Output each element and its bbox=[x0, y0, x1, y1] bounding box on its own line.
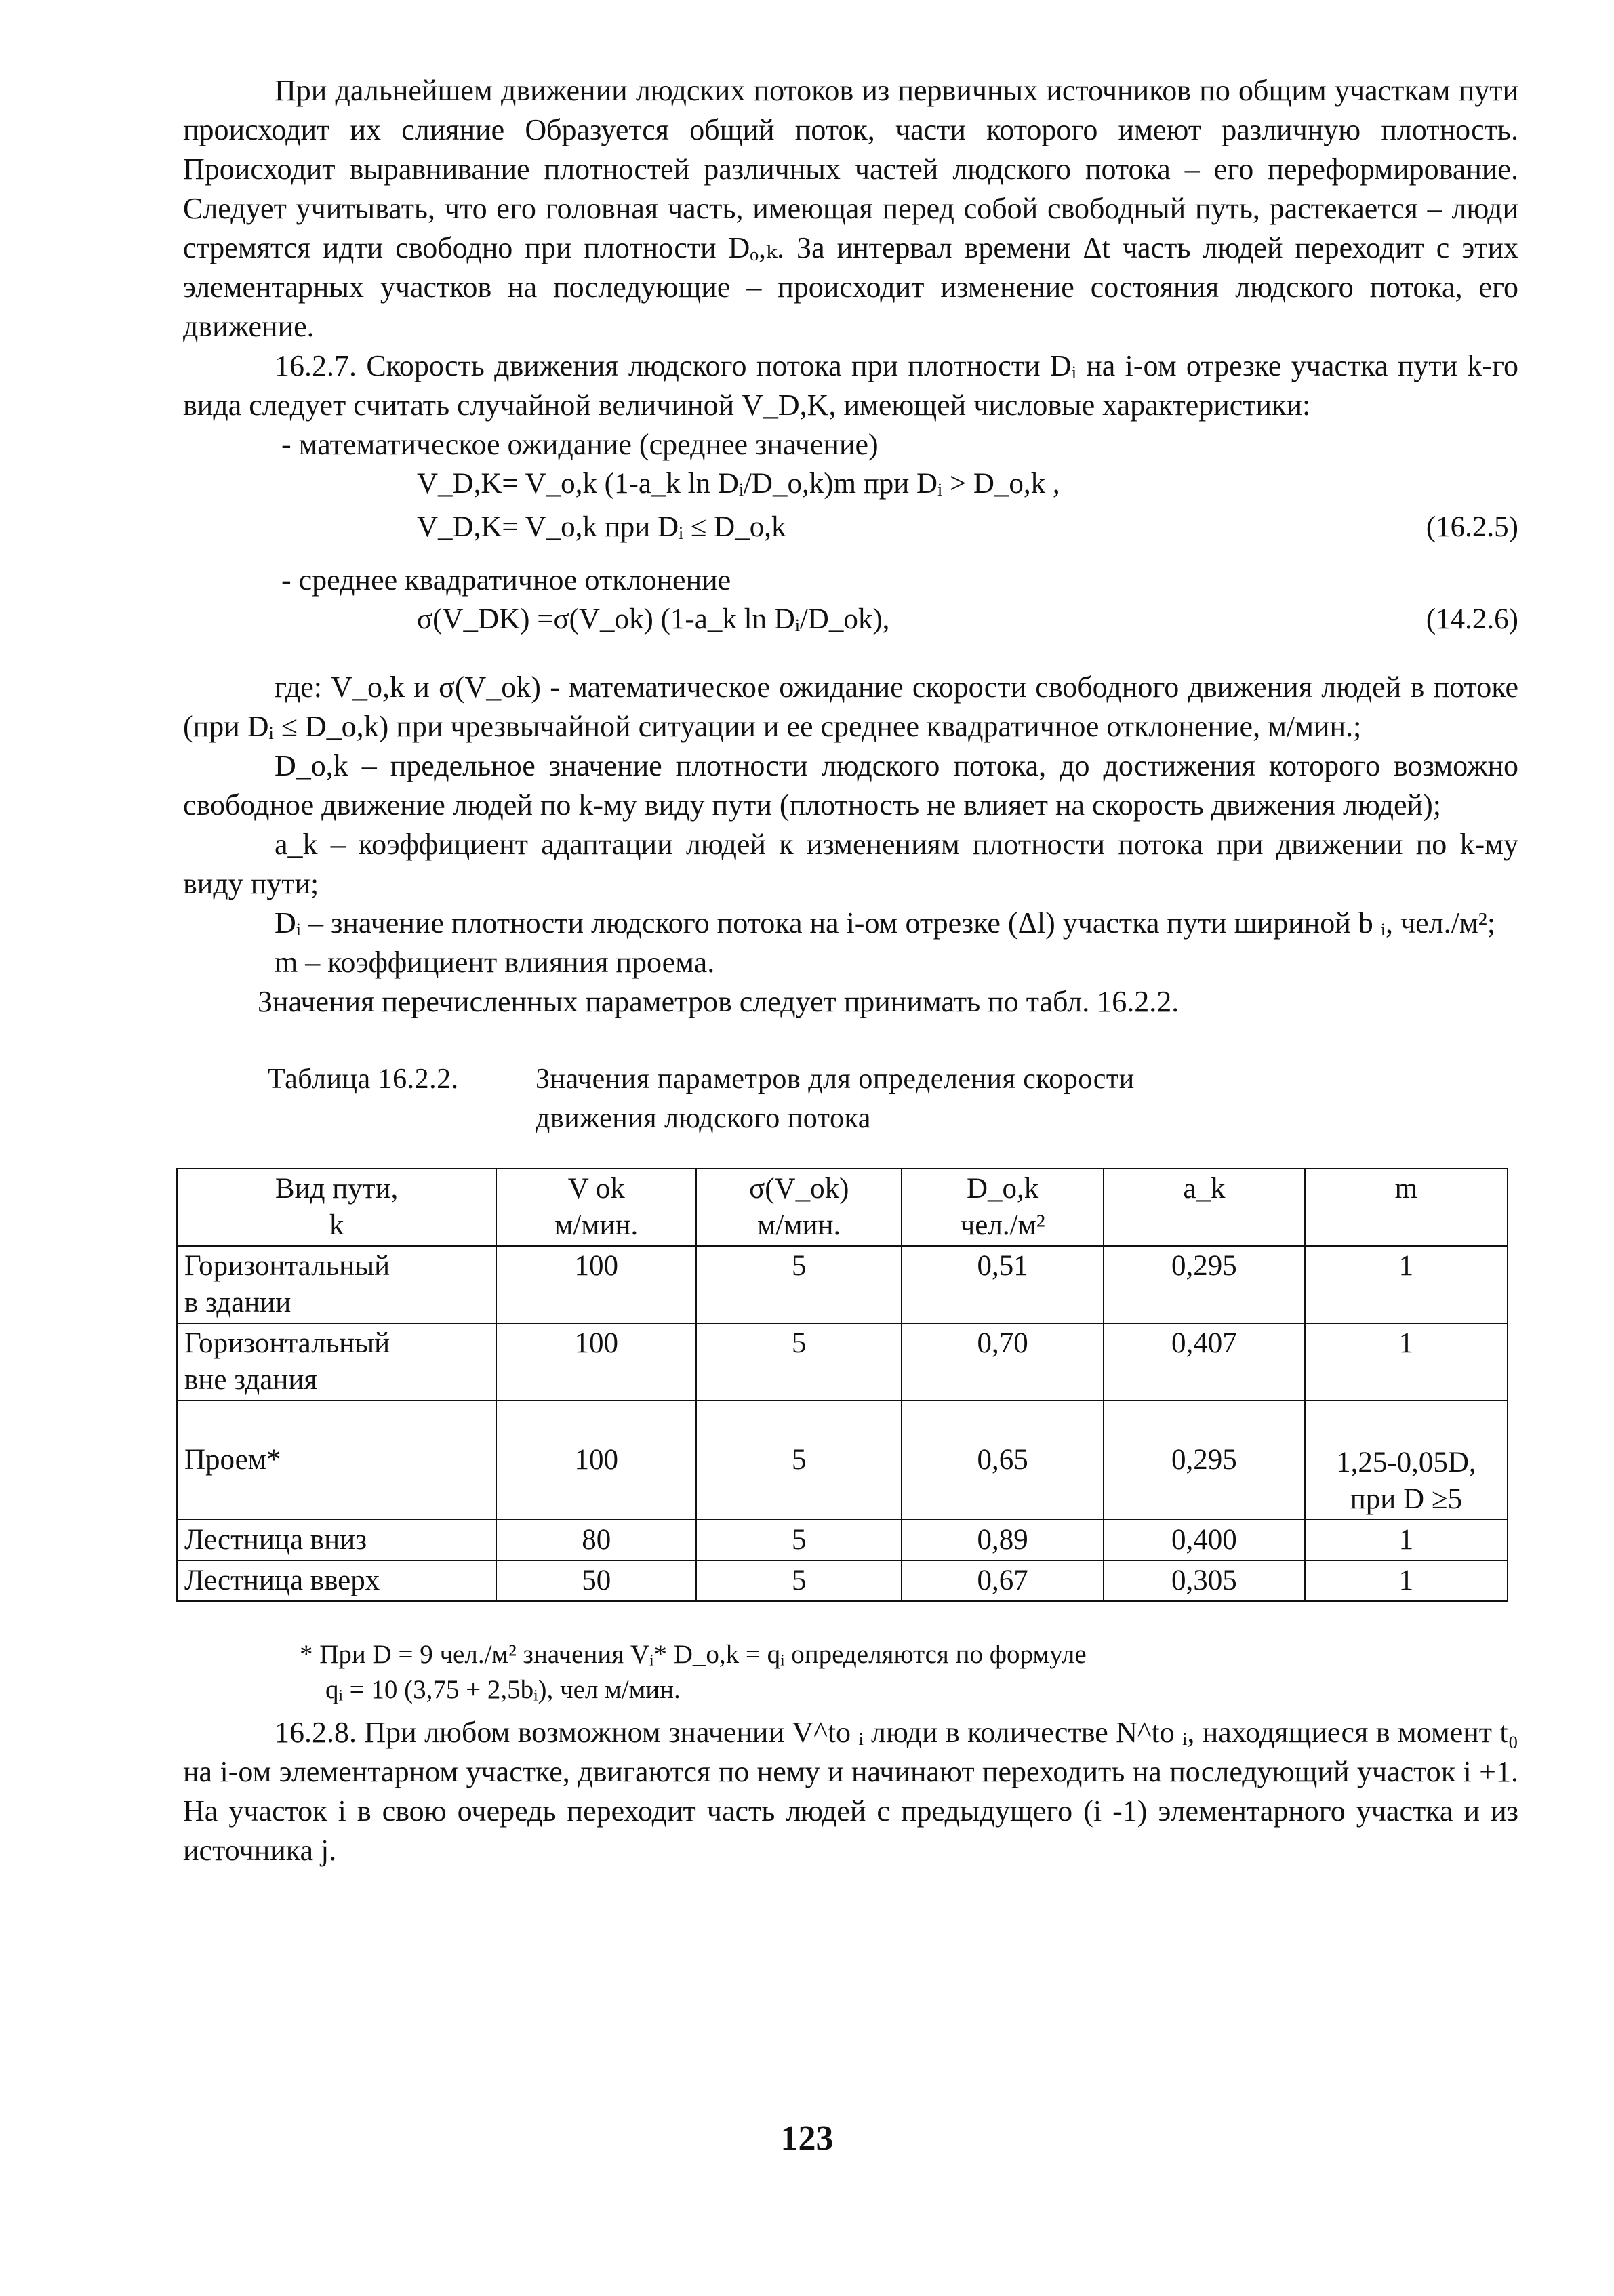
paragraph-where-m: m – коэффициент влияния проема. bbox=[275, 946, 715, 979]
table-cell: 0,51 bbox=[902, 1246, 1104, 1323]
list-item-expectation: - математическое ожидание (среднее значение) bbox=[281, 428, 879, 461]
formula-speed-2 bbox=[183, 508, 1518, 551]
table-caption-label: Таблица 16.2.2. bbox=[268, 1064, 459, 1095]
formula-text: V_D,K= V_o,k (1-a_k ln Dᵢ/D_o,k)m при Dᵢ > D_o,k , bbox=[417, 468, 1060, 500]
table-cell: 5 bbox=[696, 1246, 902, 1323]
table-row bbox=[177, 1323, 1508, 1401]
table-header-cell: D_o,k чел./м² bbox=[902, 1169, 1104, 1246]
table-caption-text bbox=[536, 1060, 1135, 1138]
table-cell: 1 bbox=[1305, 1323, 1508, 1401]
table-cell: 1,25-0,05D, при D ≥5 bbox=[1305, 1401, 1508, 1520]
formula-number: (16.2.5) bbox=[1426, 511, 1518, 543]
paragraph-where-vok: где: V_o,k и σ(V_ok) - математическое ожидание скорости свободного движения людей в потоке (при Dᵢ ≤ D_o,k) при чрезвычайной ситуации и ее среднее квадратичное отклонение, м/мин.; bbox=[183, 670, 1518, 743]
table-cell: 5 bbox=[696, 1520, 902, 1560]
table-cell: 100 bbox=[496, 1401, 696, 1520]
table-caption-line: движения людского потока bbox=[536, 1103, 871, 1134]
table-header-row bbox=[177, 1169, 1508, 1246]
table-cell: 0,67 bbox=[902, 1560, 1104, 1601]
table-caption-line: Значения параметров для определения скорости bbox=[536, 1064, 1135, 1095]
table-header-cell: m bbox=[1305, 1169, 1508, 1246]
table-cell: 100 bbox=[496, 1246, 696, 1323]
table-row bbox=[177, 1560, 1508, 1601]
table-cell: 0,295 bbox=[1104, 1401, 1305, 1520]
formula-text: V_D,K= V_o,k при Dᵢ ≤ D_o,k bbox=[417, 511, 786, 543]
table-row bbox=[177, 1520, 1508, 1560]
table-cell: 5 bbox=[696, 1401, 902, 1520]
table-cell: 0,65 bbox=[902, 1401, 1104, 1520]
table-header-cell: σ(V_ok) м/мин. bbox=[696, 1169, 902, 1246]
paragraph-where-ak: a_k – коэффициент адаптации людей к изменениям плотности потока при движении по k-му виду пути; bbox=[183, 828, 1518, 900]
footnote-line-2: qᵢ = 10 (3,75 + 2,5bᵢ), чел м/мин. bbox=[325, 1675, 681, 1704]
paragraph-16-2-7: 16.2.7. Скорость движения людского потока при плотности Dᵢ на i-ом отрезке участка пути k-го вида следует считать случайной величиной V_D,K, имеющей числовые характеристики: bbox=[183, 349, 1518, 422]
table-cell: 80 bbox=[496, 1520, 696, 1560]
formula-sigma bbox=[183, 600, 1518, 643]
parameters-table bbox=[176, 1168, 1508, 1602]
table-cell: Проем* bbox=[177, 1401, 496, 1520]
table-cell: 0,400 bbox=[1104, 1520, 1305, 1560]
paragraph-where-dok: D_o,k – предельное значение плотности людского потока, до достижения которого возможно свободное движение людей по k-му виду пути (плотность не влияет на скорость движения людей); bbox=[183, 749, 1518, 822]
table-cell: 1 bbox=[1305, 1246, 1508, 1323]
table-row bbox=[177, 1246, 1508, 1323]
table-cell: 0,407 bbox=[1104, 1323, 1305, 1401]
table-cell: 0,305 bbox=[1104, 1560, 1305, 1601]
table-cell: 0,70 bbox=[902, 1323, 1104, 1401]
table-cell: 5 bbox=[696, 1560, 902, 1601]
table-header-cell: V ok м/мин. bbox=[496, 1169, 696, 1246]
table-cell: Лестница вниз bbox=[177, 1520, 496, 1560]
table-cell: 5 bbox=[696, 1323, 902, 1401]
table-cell: 0,295 bbox=[1104, 1246, 1305, 1323]
table-body bbox=[177, 1246, 1508, 1601]
paragraph-merging-flows: При дальнейшем движении людских потоков из первичных источников по общим участкам пути происходит их слияние Образуется общий поток, части которого имеют различную плотность. Происходит выравнивание плотностей различных частей людского потока – его переформирование. Следует учитывать, что его головная часть, имеющая перед собой свободный путь, растекается – люди стремятся идти свободно при плотности Dₒ,ₖ. За интервал времени Δt часть людей переходит с этих элементарных участков на последующие – происходит изменение состояния людского потока, его движение. bbox=[183, 74, 1518, 343]
table-row bbox=[177, 1401, 1508, 1520]
footnote-line-1: * При D = 9 чел./м² значения Vᵢ* D_o,k = qᵢ определяются по формуле bbox=[300, 1640, 1087, 1669]
table-cell: 50 bbox=[496, 1560, 696, 1601]
document-page bbox=[183, 71, 1518, 1870]
table-cell: 0,89 bbox=[902, 1520, 1104, 1560]
table-cell: Горизонтальный вне здания bbox=[177, 1323, 496, 1401]
paragraph-16-2-8: 16.2.8. При любом возможном значении V^to ᵢ люди в количестве N^to ᵢ, находящиеся в момент t₀ на i-ом элементарном участке, двигаются по нему и начинают переходить на последующий участок i +1. На участок i в свою очередь переходит часть людей с предыдущего (i -1) элементарного участка и из источника j. bbox=[183, 1716, 1518, 1867]
table-caption bbox=[183, 1060, 1518, 1138]
table-cell: 1 bbox=[1305, 1560, 1508, 1601]
formula-speed-1 bbox=[183, 464, 1518, 508]
table-header-cell: Вид пути, k bbox=[177, 1169, 496, 1246]
formula-text: σ(V_DK) =σ(V_ok) (1-a_k ln Dᵢ/D_ok), bbox=[417, 603, 890, 635]
page-number: 123 bbox=[780, 2119, 834, 2158]
table-cell: 100 bbox=[496, 1323, 696, 1401]
table-cell: Горизонтальный в здании bbox=[177, 1246, 496, 1323]
formula-number: (14.2.6) bbox=[1426, 603, 1518, 635]
table-cell: 1 bbox=[1305, 1520, 1508, 1560]
table-header-cell: a_k bbox=[1104, 1169, 1305, 1246]
paragraph-table-ref: Значения перечисленных параметров следует принимать по табл. 16.2.2. bbox=[258, 985, 1179, 1018]
paragraph-where-di: Dᵢ – значение плотности людского потока на i-ом отрезке (Δl) участка пути шириной b ᵢ, чел./м²; bbox=[275, 906, 1496, 940]
table-cell: Лестница вверх bbox=[177, 1560, 496, 1601]
list-item-deviation: - среднее квадратичное отклонение bbox=[281, 563, 731, 597]
